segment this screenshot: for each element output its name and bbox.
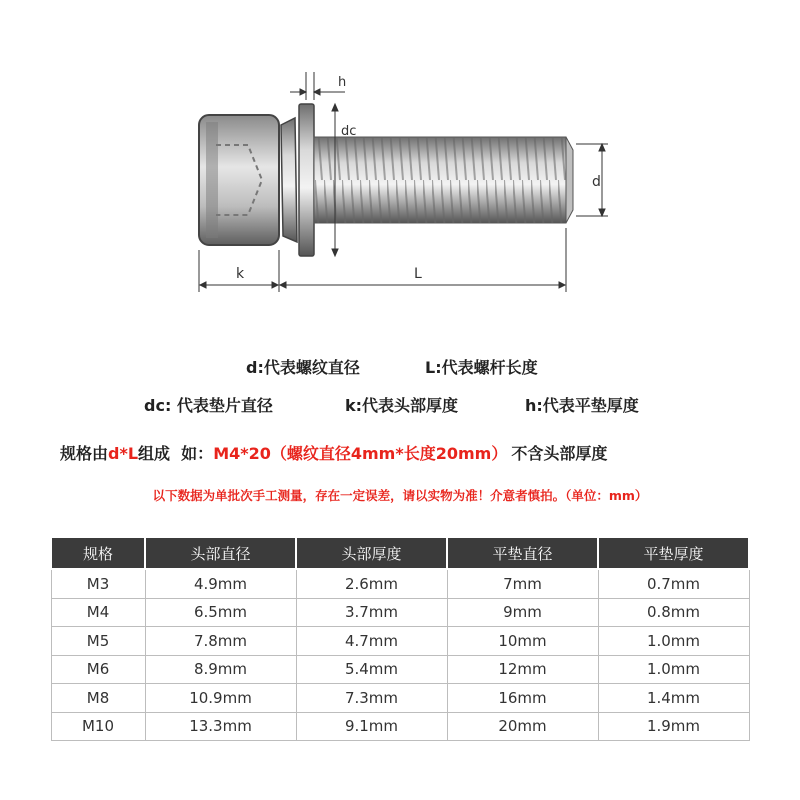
cell-head-diameter: 6.5mm [145,598,296,627]
spec-prefix: 规格由 [60,444,109,463]
cell-size: M5 [51,627,145,656]
cell-size: M3 [51,569,145,598]
header-head-diameter: 头部直径 [145,537,296,569]
table-row [51,712,749,741]
cell-washer-diameter: 12mm [447,655,598,684]
table-row [51,598,749,627]
label-h: h [338,75,347,90]
cell-size: M8 [51,684,145,713]
cell-washer-thickness: 1.4mm [598,684,749,713]
cell-head-thickness: 9.1mm [296,712,447,741]
cell-washer-diameter: 9mm [447,598,598,627]
cell-washer-thickness: 0.8mm [598,598,749,627]
cell-washer-thickness: 1.0mm [598,627,749,656]
cell-size: M10 [51,712,145,741]
cell-size: M6 [51,655,145,684]
cell-size: M4 [51,598,145,627]
cell-head-diameter: 7.8mm [145,627,296,656]
legend-d: d:代表螺纹直径 [246,358,360,377]
cell-head-thickness: 5.4mm [296,655,447,684]
header-washer-thickness: 平垫厚度 [598,537,749,569]
spec-formula: d*L [108,444,139,463]
legend-L: L:代表螺杆长度 [425,358,538,377]
label-L: L [414,266,422,282]
flat-washer [299,104,314,256]
screw-head [199,115,279,245]
cell-head-thickness: 3.7mm [296,598,447,627]
table-header-row [51,537,749,569]
header-spec: 规格 [51,537,145,569]
cell-washer-thickness: 1.0mm [598,655,749,684]
legend-k: k:代表头部厚度 [345,396,459,415]
spec-middle: 组成 如： [138,444,214,463]
label-d: d [592,174,601,190]
cell-head-thickness: 7.3mm [296,684,447,713]
table-row [51,655,749,684]
cell-washer-diameter: 20mm [447,712,598,741]
cell-head-thickness: 4.7mm [296,627,447,656]
header-head-thickness: 头部厚度 [296,537,447,569]
cell-head-diameter: 10.9mm [145,684,296,713]
cell-head-thickness: 2.6mm [296,569,447,598]
spec-table [50,536,750,741]
label-k: k [236,266,245,282]
table-row [51,684,749,713]
spec-suffix: 不含头部厚度 [511,444,608,463]
legend-h: h:代表平垫厚度 [525,396,639,415]
measurement-note: 以下数据为单批次手工测量，存在一定误差，请以实物为准！介意者慎拍。（单位：mm） [152,488,648,503]
table-row [51,569,749,598]
cell-head-diameter: 4.9mm [145,569,296,598]
spec-example: M4*20（螺纹直径4mm*长度20mm） [213,444,508,463]
cell-washer-thickness: 1.9mm [598,712,749,741]
screw-diagram [0,0,800,330]
spring-washer [281,118,297,242]
label-dc: dc [341,124,357,139]
cell-head-diameter: 8.9mm [145,655,296,684]
dimension-h [290,72,345,100]
cell-washer-diameter: 10mm [447,627,598,656]
legend-dc: dc: 代表垫片直径 [144,396,273,415]
table-row [51,627,749,656]
cell-washer-thickness: 0.7mm [598,569,749,598]
cell-washer-diameter: 7mm [447,569,598,598]
header-washer-diameter: 平垫直径 [447,537,598,569]
cell-washer-diameter: 16mm [447,684,598,713]
cell-head-diameter: 13.3mm [145,712,296,741]
threaded-shank [314,137,573,223]
spec-description [60,441,780,464]
